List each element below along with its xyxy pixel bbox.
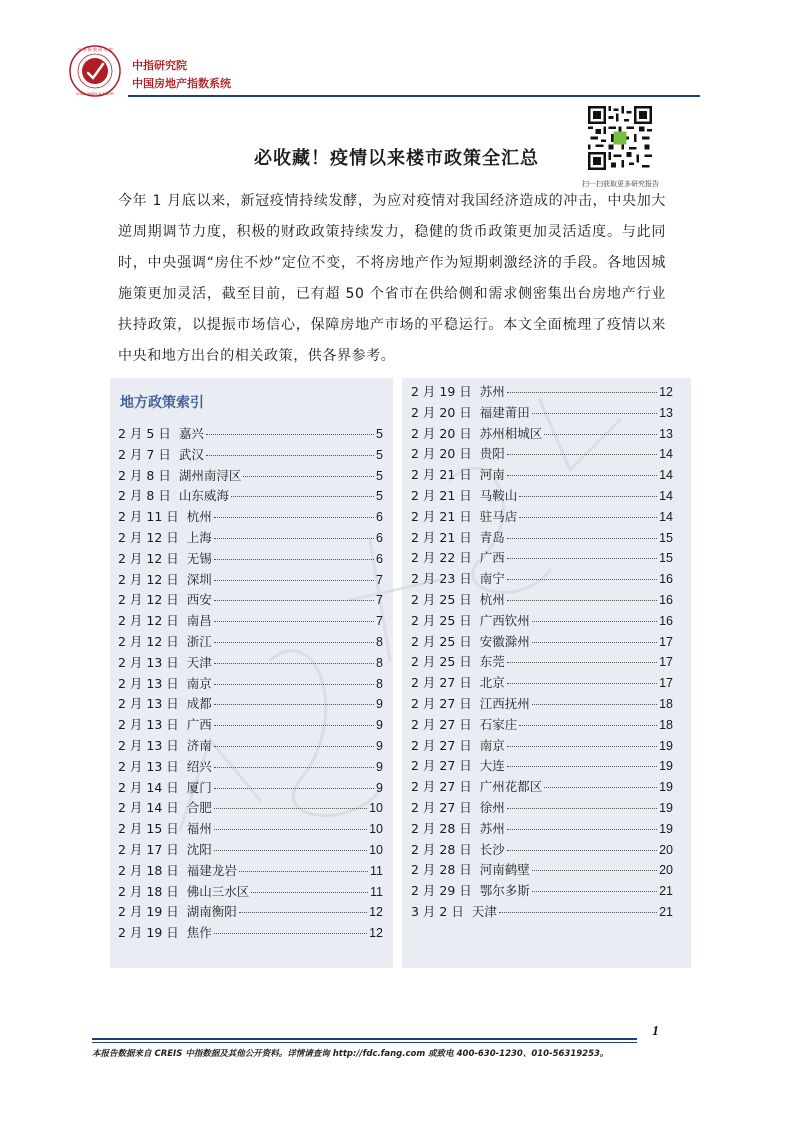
index-list-right xyxy=(411,382,673,923)
entry-date: 2 月 13 日 xyxy=(118,696,179,712)
entry-date: 2 月 8 日 xyxy=(118,467,171,483)
dot-leader xyxy=(532,621,657,622)
entry-city: 广西 xyxy=(479,550,505,566)
intro-paragraph xyxy=(118,186,666,372)
entry-page: 14 xyxy=(659,447,673,462)
dot-leader xyxy=(507,746,657,747)
entry-date: 2 月 13 日 xyxy=(118,717,179,733)
dot-leader xyxy=(214,559,374,560)
entry-city: 河南 xyxy=(479,467,505,483)
index-entry[interactable] xyxy=(118,590,383,611)
entry-city: 东莞 xyxy=(479,654,505,670)
index-entry[interactable] xyxy=(118,778,383,799)
entry-date: 2 月 27 日 xyxy=(411,716,472,732)
entry-city: 南京 xyxy=(479,737,505,753)
entry-city: 深圳 xyxy=(186,571,212,587)
entry-date: 2 月 27 日 xyxy=(411,675,472,691)
dot-leader xyxy=(239,871,368,872)
entry-city: 青岛 xyxy=(479,529,505,545)
entry-page: 6 xyxy=(376,530,383,545)
dot-leader xyxy=(214,642,374,643)
index-entry[interactable] xyxy=(118,736,383,757)
dot-leader xyxy=(532,413,657,414)
entry-city: 北京 xyxy=(479,675,505,691)
entry-city: 杭州 xyxy=(186,509,212,525)
entry-date: 2 月 13 日 xyxy=(118,675,179,691)
entry-date: 2 月 15 日 xyxy=(118,821,179,837)
index-entry[interactable] xyxy=(118,549,383,570)
entry-city: 成都 xyxy=(186,696,212,712)
index-entry[interactable] xyxy=(118,445,383,466)
index-entry[interactable] xyxy=(411,424,673,445)
entry-date: 2 月 12 日 xyxy=(118,571,179,587)
index-entry[interactable] xyxy=(118,757,383,778)
entry-date: 2 月 29 日 xyxy=(411,883,472,899)
entry-date: 2 月 27 日 xyxy=(411,737,472,753)
entry-page: 11 xyxy=(370,863,383,878)
entry-page: 6 xyxy=(376,510,383,525)
entry-city: 山东威海 xyxy=(178,488,229,504)
dot-leader xyxy=(532,704,657,705)
dot-leader xyxy=(507,475,657,476)
entry-page: 20 xyxy=(659,842,673,857)
dot-leader xyxy=(214,704,374,705)
dot-leader xyxy=(532,891,657,892)
entry-city: 徐州 xyxy=(479,799,505,815)
dot-leader xyxy=(214,933,367,934)
entry-page: 19 xyxy=(659,738,673,753)
entry-city: 合肥 xyxy=(186,800,212,816)
index-entry[interactable] xyxy=(411,569,673,590)
entry-page: 16 xyxy=(659,613,673,628)
svg-text:CHINA INDEX ACADEMY: CHINA INDEX ACADEMY xyxy=(76,92,114,96)
index-entry[interactable] xyxy=(411,840,673,861)
dot-leader xyxy=(507,829,657,830)
index-entry[interactable] xyxy=(118,424,383,445)
entry-page: 12 xyxy=(659,385,673,399)
dot-leader xyxy=(544,434,657,435)
dot-leader xyxy=(214,600,374,601)
entry-page: 9 xyxy=(376,738,383,753)
entry-page: 9 xyxy=(376,718,383,733)
entry-city: 长沙 xyxy=(479,841,505,857)
dot-leader xyxy=(243,476,374,477)
index-entry[interactable] xyxy=(411,507,673,528)
entry-city: 福州 xyxy=(186,821,212,837)
dot-leader xyxy=(499,912,657,913)
entry-date: 2 月 25 日 xyxy=(411,654,472,670)
entry-city: 杭州 xyxy=(479,591,505,607)
entry-city: 贵阳 xyxy=(479,446,505,462)
entry-date: 2 月 12 日 xyxy=(118,529,179,545)
entry-date: 2 月 7 日 xyxy=(118,446,171,462)
dot-leader xyxy=(214,746,374,747)
dot-leader xyxy=(507,454,657,455)
index-entry[interactable] xyxy=(411,673,673,694)
entry-date: 2 月 12 日 xyxy=(118,550,179,566)
qr-caption: 扫一扫获取更多研究报告 xyxy=(582,180,659,188)
entry-city: 广州花都区 xyxy=(479,779,543,795)
entry-city: 佛山三水区 xyxy=(186,883,250,899)
entry-date: 2 月 28 日 xyxy=(411,841,472,857)
index-entry[interactable] xyxy=(411,756,673,777)
entry-page: 5 xyxy=(376,489,383,504)
dot-leader xyxy=(214,850,367,851)
entry-city: 天津 xyxy=(186,654,212,670)
entry-date: 3 月 2 日 xyxy=(411,903,464,919)
entry-city: 绍兴 xyxy=(186,758,212,774)
entry-city: 苏州 xyxy=(479,384,505,399)
entry-date: 2 月 28 日 xyxy=(411,820,472,836)
org-name: 中指研究院 xyxy=(132,59,187,72)
entry-page: 7 xyxy=(376,614,383,629)
entry-date: 2 月 27 日 xyxy=(411,758,472,774)
index-list-left xyxy=(118,424,383,944)
page-title: 必收藏！疫情以来楼市政策全汇总 xyxy=(254,148,539,169)
entry-city: 江西抚州 xyxy=(479,695,530,711)
entry-city: 南昌 xyxy=(186,613,212,629)
index-entry[interactable] xyxy=(118,674,383,695)
entry-date: 2 月 21 日 xyxy=(411,467,472,483)
dot-leader xyxy=(507,850,657,851)
index-entry[interactable] xyxy=(118,715,383,736)
dot-leader xyxy=(519,517,657,518)
entry-date: 2 月 22 日 xyxy=(411,550,472,566)
entry-page: 19 xyxy=(659,759,673,774)
entry-page: 14 xyxy=(659,488,673,503)
dot-leader xyxy=(214,808,367,809)
index-entry[interactable] xyxy=(118,486,383,507)
entry-date: 2 月 14 日 xyxy=(118,779,179,795)
index-entry[interactable] xyxy=(411,632,673,653)
index-entry[interactable] xyxy=(411,652,673,673)
dot-leader xyxy=(214,725,374,726)
footer-divider-thin xyxy=(92,1042,637,1043)
entry-date: 2 月 20 日 xyxy=(411,446,472,462)
entry-date: 2 月 8 日 xyxy=(118,488,171,504)
entry-city: 鄂尔多斯 xyxy=(479,883,530,899)
entry-date: 2 月 19 日 xyxy=(411,384,472,399)
entry-city: 福建莆田 xyxy=(479,404,530,420)
entry-page: 10 xyxy=(369,801,383,816)
dot-leader xyxy=(214,580,374,581)
entry-page: 8 xyxy=(376,676,383,691)
org-subtitle: 中国房地产指数系统 xyxy=(132,77,231,90)
intro-text: 今年 1 月底以来，新冠疫情持续发酵，为应对疫情对我国经济造成的冲击，中央加大逆周期调节力度，积极的财政政策持续发力，稳健的货币政策更加灵活适度。与此同时，中央强调“房住不炒”定位不变，不将房地产作为短期刺激经济的手段。各地因城施策更加灵活，截至目前，已有超 50 个省市在供给侧和需求侧密集出台房地产行业扶持政策，以提振市场信心，保障房地产市场的平稳运行。本文全面梳理了疫情以来中央和地方出台的相关政策，供各界参考。 xyxy=(118,193,666,364)
svg-text:中 国 指 数 研 究 院: 中 国 指 数 研 究 院 xyxy=(77,47,113,52)
index-entry[interactable] xyxy=(118,840,383,861)
entry-city: 大连 xyxy=(479,758,505,774)
entry-page: 11 xyxy=(370,884,383,899)
entry-city: 南京 xyxy=(186,675,212,691)
entry-date: 2 月 19 日 xyxy=(118,925,179,941)
dot-leader xyxy=(214,621,374,622)
entry-page: 19 xyxy=(659,780,673,795)
entry-page: 15 xyxy=(659,551,673,566)
dot-leader xyxy=(214,684,374,685)
entry-city: 沈阳 xyxy=(186,841,212,857)
dot-leader xyxy=(206,455,374,456)
entry-date: 2 月 19 日 xyxy=(118,904,179,920)
entry-page: 15 xyxy=(659,530,673,545)
entry-date: 2 月 21 日 xyxy=(411,508,472,524)
dot-leader xyxy=(214,538,374,539)
entry-city: 武汉 xyxy=(178,446,204,462)
entry-date: 2 月 21 日 xyxy=(411,529,472,545)
index-entry[interactable] xyxy=(118,923,383,944)
entry-city: 上海 xyxy=(186,529,212,545)
entry-date: 2 月 20 日 xyxy=(411,404,472,420)
entry-city: 西安 xyxy=(186,592,212,608)
entry-city: 湖南衡阳 xyxy=(186,904,237,920)
entry-page: 14 xyxy=(659,468,673,483)
entry-date: 2 月 25 日 xyxy=(411,633,472,649)
index-entry[interactable] xyxy=(411,736,673,757)
dot-leader xyxy=(519,496,657,497)
entry-city: 济南 xyxy=(186,737,212,753)
dot-leader xyxy=(507,662,657,663)
dot-leader xyxy=(507,538,657,539)
entry-city: 马鞍山 xyxy=(479,487,518,503)
entry-page: 7 xyxy=(376,572,383,587)
index-entry[interactable] xyxy=(118,861,383,882)
entry-city: 嘉兴 xyxy=(178,426,204,441)
dot-leader xyxy=(519,725,657,726)
entry-page: 17 xyxy=(659,634,673,649)
entry-page: 6 xyxy=(376,551,383,566)
index-entry[interactable] xyxy=(411,528,673,549)
entry-page: 5 xyxy=(376,447,383,462)
entry-city: 苏州相城区 xyxy=(479,425,543,441)
index-entry[interactable] xyxy=(411,465,673,486)
entry-date: 2 月 11 日 xyxy=(118,509,179,525)
entry-page: 13 xyxy=(659,405,673,420)
index-entry[interactable] xyxy=(118,611,383,632)
entry-page: 8 xyxy=(376,634,383,649)
entry-city: 安徽滁州 xyxy=(479,633,530,649)
dot-leader xyxy=(206,434,374,435)
index-entry[interactable] xyxy=(118,882,383,903)
index-entry[interactable] xyxy=(118,507,383,528)
index-entry[interactable] xyxy=(118,528,383,549)
entry-page: 16 xyxy=(659,572,673,587)
entry-city: 福建龙岩 xyxy=(186,862,237,878)
dot-leader xyxy=(532,642,657,643)
entry-date: 2 月 12 日 xyxy=(118,633,179,649)
entry-date: 2 月 25 日 xyxy=(411,612,472,628)
dot-leader xyxy=(214,788,374,789)
index-entry[interactable] xyxy=(118,466,383,487)
dot-leader xyxy=(507,683,657,684)
entry-page: 5 xyxy=(376,468,383,483)
entry-date: 2 月 27 日 xyxy=(411,695,472,711)
entry-page: 5 xyxy=(376,427,383,441)
index-entry[interactable] xyxy=(118,694,383,715)
entry-page: 21 xyxy=(659,884,673,899)
entry-page: 12 xyxy=(369,926,383,941)
index-entry[interactable] xyxy=(411,382,673,403)
entry-city: 驻马店 xyxy=(479,508,518,524)
header-divider xyxy=(128,95,700,97)
dot-leader xyxy=(507,766,657,767)
index-entry[interactable] xyxy=(118,819,383,840)
dot-leader xyxy=(251,892,368,893)
entry-city: 湖州南浔区 xyxy=(178,467,242,483)
entry-city: 河南鹤壁 xyxy=(479,862,530,878)
entry-date: 2 月 21 日 xyxy=(411,487,472,503)
dot-leader xyxy=(214,829,367,830)
entry-page: 20 xyxy=(659,863,673,878)
entry-city: 天津 xyxy=(471,903,497,919)
entry-page: 10 xyxy=(369,842,383,857)
entry-date: 2 月 17 日 xyxy=(118,841,179,857)
page-number: 1 xyxy=(652,1024,659,1039)
dot-leader xyxy=(214,663,374,664)
entry-page: 9 xyxy=(376,697,383,712)
entry-date: 2 月 28 日 xyxy=(411,862,472,878)
entry-date: 2 月 18 日 xyxy=(118,883,179,899)
entry-date: 2 月 12 日 xyxy=(118,613,179,629)
entry-date: 2 月 12 日 xyxy=(118,592,179,608)
entry-city: 浙江 xyxy=(186,633,212,649)
entry-page: 9 xyxy=(376,759,383,774)
index-entry[interactable] xyxy=(411,777,673,798)
entry-date: 2 月 18 日 xyxy=(118,862,179,878)
dot-leader xyxy=(544,787,657,788)
dot-leader xyxy=(507,558,657,559)
entry-page: 18 xyxy=(659,696,673,711)
dot-leader xyxy=(214,767,374,768)
entry-page: 7 xyxy=(376,593,383,608)
index-title: 地方政策索引 xyxy=(120,395,204,411)
entry-page: 19 xyxy=(659,821,673,836)
index-entry[interactable] xyxy=(118,653,383,674)
entry-page: 12 xyxy=(369,905,383,920)
index-entry[interactable] xyxy=(411,548,673,569)
footer-divider xyxy=(92,1038,637,1040)
dot-leader xyxy=(231,496,374,497)
entry-date: 2 月 5 日 xyxy=(118,426,171,441)
entry-city: 石家庄 xyxy=(479,716,518,732)
entry-city: 无锡 xyxy=(186,550,212,566)
entry-page: 8 xyxy=(376,655,383,670)
index-entry[interactable] xyxy=(411,819,673,840)
index-entry[interactable] xyxy=(411,881,673,902)
entry-page: 17 xyxy=(659,676,673,691)
entry-page: 19 xyxy=(659,800,673,815)
entry-city: 焦作 xyxy=(186,925,212,941)
entry-date: 2 月 27 日 xyxy=(411,799,472,815)
index-entry[interactable] xyxy=(411,590,673,611)
entry-date: 2 月 27 日 xyxy=(411,779,472,795)
entry-date: 2 月 23 日 xyxy=(411,571,472,587)
entry-city: 南宁 xyxy=(479,571,505,587)
dot-leader xyxy=(532,870,657,871)
index-entry[interactable] xyxy=(411,444,673,465)
entry-page: 9 xyxy=(376,780,383,795)
entry-date: 2 月 13 日 xyxy=(118,758,179,774)
dot-leader xyxy=(214,517,374,518)
entry-page: 16 xyxy=(659,592,673,607)
entry-page: 21 xyxy=(659,904,673,919)
index-entry[interactable] xyxy=(411,860,673,881)
index-entry[interactable] xyxy=(411,715,673,736)
entry-page: 10 xyxy=(369,822,383,837)
index-entry[interactable] xyxy=(411,611,673,632)
dot-leader xyxy=(239,912,367,913)
index-entry[interactable] xyxy=(411,486,673,507)
entry-date: 2 月 20 日 xyxy=(411,425,472,441)
entry-date: 2 月 14 日 xyxy=(118,800,179,816)
entry-page: 17 xyxy=(659,655,673,670)
entry-date: 2 月 13 日 xyxy=(118,737,179,753)
index-entry[interactable] xyxy=(118,798,383,819)
entry-city: 广西 xyxy=(186,717,212,733)
dot-leader xyxy=(507,600,657,601)
entry-page: 14 xyxy=(659,509,673,524)
entry-date: 2 月 25 日 xyxy=(411,591,472,607)
entry-date: 2 月 13 日 xyxy=(118,654,179,670)
entry-page: 13 xyxy=(659,426,673,441)
index-entry[interactable] xyxy=(411,798,673,819)
dot-leader xyxy=(507,808,657,809)
index-entry[interactable] xyxy=(118,570,383,591)
entry-city: 苏州 xyxy=(479,820,505,836)
entry-city: 厦门 xyxy=(186,779,212,795)
index-entry[interactable] xyxy=(118,632,383,653)
entry-city: 广西钦州 xyxy=(479,612,530,628)
academy-logo xyxy=(68,44,122,98)
index-entry[interactable] xyxy=(118,902,383,923)
footer-source-note: 本报告数据来自 CREIS 中指数据及其他公开资料。详情请查询 http://fdc.fang.com 或致电 400-630-1230、010-56319253。 xyxy=(92,1049,609,1059)
entry-page: 18 xyxy=(659,717,673,732)
index-entry[interactable] xyxy=(411,694,673,715)
dot-leader xyxy=(507,392,657,393)
index-entry[interactable] xyxy=(411,902,673,923)
dot-leader xyxy=(507,579,657,580)
index-entry[interactable] xyxy=(411,403,673,424)
